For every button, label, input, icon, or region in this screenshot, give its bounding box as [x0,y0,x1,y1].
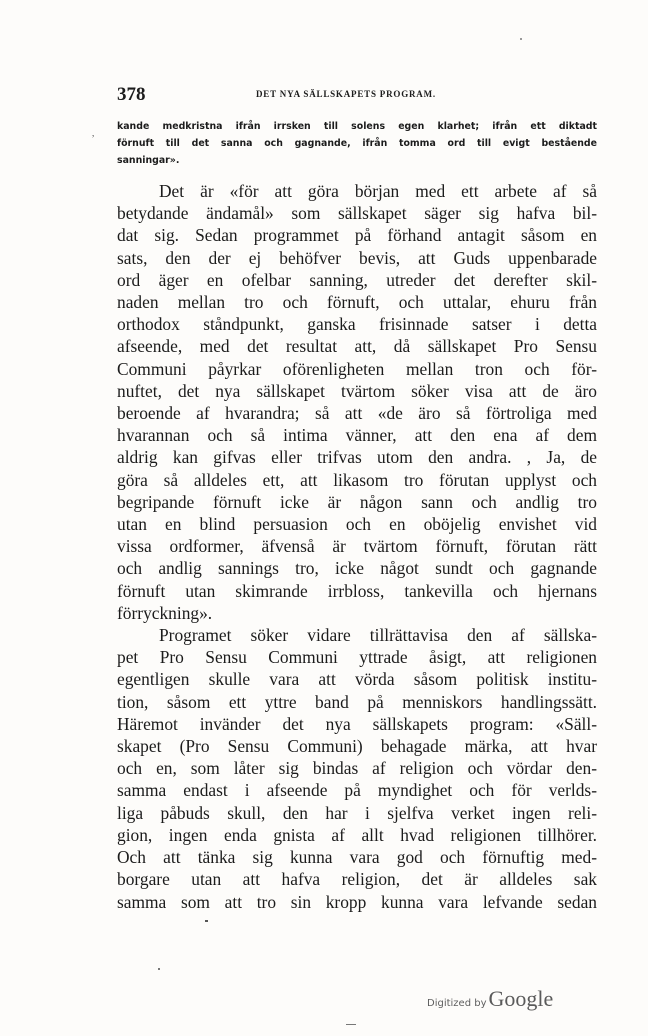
text-line: utan en blind persuasion och en oböjelig envishet vid [117,514,597,535]
text-line: och en, som låter sig bindas af religion och vördar den- [117,758,597,779]
page-speck [205,920,208,922]
text-line: Häremot invänder det nya sällskapets program: «Säll- [117,713,597,734]
body-text [117,180,597,913]
quote-line: sanningar». [117,155,180,166]
text-line: göra så alldeles ett, att likasom tro förutan upplyst och [117,469,597,490]
text-line: ord äger en ofelbar sanning, utreder det derefter skil- [117,269,597,290]
page-number: 378 [117,84,146,105]
quote-line: kande medkristna ifrån irrsken till solens egen klarhet; ifrån ett diktadt [117,121,597,132]
margin-mark: , [92,128,95,138]
page-speck [520,38,522,40]
text-line: liga påbuds skull, den har i sjelfva verket ingen reli- [117,802,597,823]
page-speck [158,968,160,970]
text-line: Programet söker vidare tillrättavisa den af sällska- [159,625,597,646]
text-line: naden mellan tro och förnuft, och uttalar, ehuru från [117,292,597,313]
text-line: och andlig sannings tro, icke något sundt och gagnande [117,558,597,579]
text-line: beroende af hvarandra; så att «de äro så förtroliga med [117,403,597,424]
text-line: Det är «för att göra början med ett arbete af så [159,181,597,201]
text-line: samma endast i afseende på myndighet och för verlds- [117,780,597,801]
text-line: förryckning». [117,602,213,623]
text-line: aldrig kan gifvas eller trifvas utom den andra. , Ja, de [117,447,597,468]
text-line: pet Pro Sensu Communi yttrade åsigt, att religionen [117,647,597,668]
paragraph-1 [117,180,597,624]
text-line: afseende, med det resultat att, då sällskapet Pro Sensu [117,336,597,357]
text-line: sats, den der ej behöfver bevis, att Guds uppenbarade [117,247,597,268]
text-line: Communi påyrkar oförenligheten mellan tron och för- [117,358,597,379]
text-line: samma som att tro sin kropp kunna vara lefvande sedan [117,891,597,912]
page-header [117,84,597,106]
text-line: hvarannan och så intima vänner, att den ena af dem [117,425,597,446]
text-line: betydande ändamål» som sällskapet säger sig hafva bil- [117,203,597,224]
text-line: förnuft utan skimrande irrbloss, tankevilla och hjernans [117,580,597,601]
running-head: DET NYA SÄLLSKAPETS PROGRAM. [256,89,436,99]
text-line: Och att tänka sig kunna vara god och förnuftig med- [117,847,597,868]
google-logo: Google [488,986,554,1011]
text-line: gion, ingen enda gnista af allt hvad religionen tillhörer. [117,824,597,845]
text-line: begripande förnuft icke är någon sann och andlig tro [117,491,597,512]
quote-block [117,118,597,169]
text-line: orthodox ståndpunkt, ganska frisinnade satser i detta [117,314,597,335]
text-line: tion, såsom ett yttre band på menniskors handlingssätt. [117,691,597,712]
text-line: egentligen skulle vara att vörda såsom politisk institu- [117,669,597,690]
text-line: skapet (Pro Sensu Communi) behagade märka, att hvar [117,736,597,757]
text-line: dat sig. Sedan programmet på förhand antagit såsom en [117,225,597,246]
text-line: vissa ordformer, äfvenså är tvärtom förnuft, förutan rätt [117,536,597,557]
text-line: nuftet, det nya sällskapet tvärtom söker visa att de äro [117,380,597,401]
text-line: borgare utan att hafva religion, det är alldeles sak [117,869,597,890]
digitized-by-watermark [427,986,553,1016]
digitized-label: Digitized by [427,998,487,1009]
page-speck [346,1024,356,1025]
paragraph-2 [117,624,597,913]
quote-line: förnuft till det sanna och gagnande, ifrån tomma ord till evigt bestående [117,138,597,149]
